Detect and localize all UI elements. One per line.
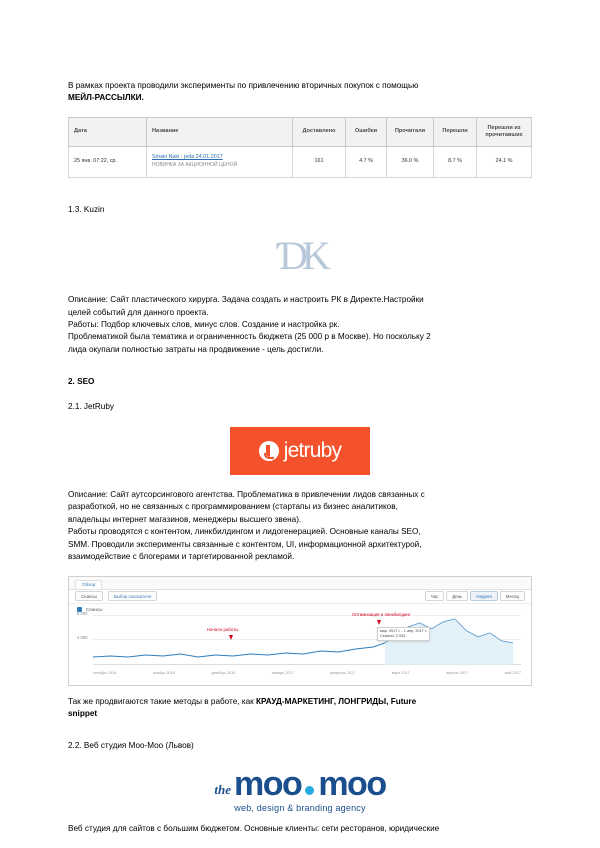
- jetruby-paragraph-6: взаимодействие с блогерами и таргетированной рекламой.: [68, 552, 295, 562]
- heading-moomoo: 2.2. Веб студия Moo-Moo (Львов): [68, 741, 194, 751]
- after-chart-text: Так же продвигаются такие методы в работе, как: [68, 696, 256, 706]
- campaign-subtitle: НОВИНКА ЗА АКЦИОННОЙ ЦЕНОЙ: [152, 161, 238, 168]
- cell-errors: 4.7 %: [346, 146, 387, 177]
- moomoo-dot-icon: [305, 786, 314, 795]
- campaign-link[interactable]: Smaki Naki - jeda 24.01.2017: [152, 154, 223, 161]
- x-label-2: декабрь 2016: [211, 670, 236, 675]
- table-header-row: [69, 117, 532, 146]
- metric-sessions-button[interactable]: Сеансы: [75, 591, 103, 601]
- kuzin-logo: [68, 232, 532, 280]
- heading-seo: 2. SEO: [68, 377, 95, 387]
- moomoo-word-2: moo: [318, 764, 386, 803]
- col-errors: Ошибки: [346, 117, 387, 146]
- analytics-granularity-group: [425, 591, 525, 601]
- col-read: Прочитали: [387, 117, 434, 146]
- x-label-7: май 2017: [504, 670, 521, 675]
- mail-stats-table: [68, 117, 532, 178]
- moomoo-tagline: web, design & branding agency: [234, 802, 366, 813]
- jetruby-paragraph-5: SMM. Проводили эксперименты связанные с контентом, UI, информационной архитектурой,: [68, 539, 422, 549]
- cell-read: 36.0 %: [387, 146, 434, 177]
- kuzin-paragraph-3: Работы: Подбор ключевых слов, минус слов. Создание и настройка рк.: [68, 320, 340, 330]
- after-chart-bold-1: КРАУД-МАРКЕТИНГ, ЛОНГРИДЫ, Future: [256, 696, 417, 706]
- jetruby-logo: [230, 427, 370, 475]
- analytics-toolbar: [69, 590, 531, 604]
- moomoo-paragraph: Веб студия для сайтов с большим бюджетом. Основные клиенты: сети ресторанов, юридические: [68, 823, 440, 833]
- intro-line-1: В рамках проекта проводили эксперименты по привлечению вторичных покупок с помощью: [68, 81, 419, 90]
- document-content: [68, 80, 532, 835]
- tooltip-value: Сеансы: 2 533: [380, 633, 406, 638]
- y-label-4000: 4 000: [77, 634, 88, 640]
- analytics-screenshot: [68, 576, 532, 686]
- granularity-day-button[interactable]: День: [446, 591, 468, 601]
- x-label-1: ноябрь 2016: [152, 670, 175, 675]
- y-label-8000: 8 000: [77, 610, 88, 616]
- kuzin-paragraph-4: Проблематикой была тематика и ограниченность бюджета (25 000 р в Москве). Но поскольку 2: [68, 332, 431, 342]
- x-label-6: апрель 2017: [446, 670, 469, 675]
- jetruby-mark-icon: [259, 441, 279, 461]
- annotation-start-work: Начало работы: [207, 626, 239, 632]
- jetruby-paragraph-1: Описание: Сайт аутсорсингового агентства. Проблематика в привлечении лидов связанных с: [68, 490, 425, 500]
- tooltip-range: мар. 2017 г. - 1 апр. 2017 г.: [380, 628, 427, 633]
- legend-label-sessions: Сеансы: [86, 606, 103, 612]
- heading-kuzin: 1.3. Kuzin: [68, 204, 105, 214]
- analytics-tab-overview[interactable]: Обзор: [75, 580, 102, 589]
- kuzin-paragraph-2: целей событий для данного проекта.: [68, 307, 209, 317]
- kuzin-logo-text: ƊK: [275, 233, 325, 279]
- jetruby-paragraph-2: разработкой, но не связанных с программированием (стартапы из бизнес аналитиков,: [68, 502, 398, 512]
- moomoo-the-text: the: [214, 781, 232, 797]
- intro-paragraph: [68, 80, 532, 105]
- cell-clicked: 8.7 %: [434, 146, 477, 177]
- jetruby-paragraph-4: Работы проводятся с контентом, линкбилдингом и лидогенерацией. Основные каналы SEO,: [68, 527, 421, 537]
- mail-stats-body: [69, 146, 532, 177]
- col-clicked-of-read: Перешли из прочитавших: [477, 117, 532, 146]
- x-label-0: октябрь 2016: [93, 670, 117, 675]
- cell-clicked-of-read: 24.1 %: [477, 146, 532, 177]
- heading-jetruby: 2.1. JetRuby: [68, 401, 114, 411]
- sessions-line-chart: [93, 613, 521, 665]
- analytics-legend: [69, 604, 531, 613]
- mail-stats-head: [69, 117, 532, 146]
- chart-tooltip: [377, 627, 430, 641]
- cell-name: [147, 146, 293, 177]
- analytics-x-labels: [93, 671, 521, 675]
- intro-line-2: МЕЙЛ-РАССЫЛКИ.: [68, 93, 144, 103]
- kuzin-paragraph-1: Описание: Сайт пластического хирурга. Задача создать и настроить РК в Директе.Настройки: [68, 295, 424, 305]
- granularity-week-button[interactable]: Неделя: [470, 591, 497, 601]
- moomoo-word-1: moo: [234, 764, 302, 803]
- annotation-start-work-arrow-icon: [229, 635, 233, 640]
- x-label-4: февраль 2017: [330, 670, 356, 675]
- annotation-optimization: Оптимизация и линкбилдинг: [352, 611, 411, 617]
- analytics-tabbar: [69, 577, 531, 590]
- kuzin-paragraph-5: лида окупали полностью затраты на продвижение - цель достигли.: [68, 344, 324, 354]
- annotation-optimization-arrow-icon: [377, 620, 381, 625]
- col-name: Название: [147, 117, 293, 146]
- col-delivered: Доставлено: [293, 117, 346, 146]
- col-clicked: Перешли: [434, 117, 477, 146]
- table-row: [69, 146, 532, 177]
- after-chart-paragraph: [68, 696, 532, 721]
- x-label-3: январь 2017: [271, 670, 294, 675]
- cell-delivered: 161: [293, 146, 346, 177]
- col-date: Дата: [69, 117, 147, 146]
- x-label-5: март 2017: [391, 670, 410, 675]
- metric-picker-button[interactable]: Выбор показателя: [108, 591, 158, 601]
- cell-date: 25 янв. 07:22, ср.: [69, 146, 147, 177]
- granularity-hour-button[interactable]: Час: [425, 591, 445, 601]
- moomoo-logo-row: [68, 764, 532, 803]
- jetruby-logo-text: jetruby: [283, 439, 342, 463]
- jetruby-paragraph-3: владельцы интернет магазинов, менеджеры высшего звена).: [68, 514, 302, 524]
- moomoo-logo: [68, 764, 532, 813]
- after-chart-bold-2: snippet: [68, 708, 98, 718]
- analytics-plot: [77, 610, 523, 675]
- granularity-month-button[interactable]: Месяц: [500, 591, 525, 601]
